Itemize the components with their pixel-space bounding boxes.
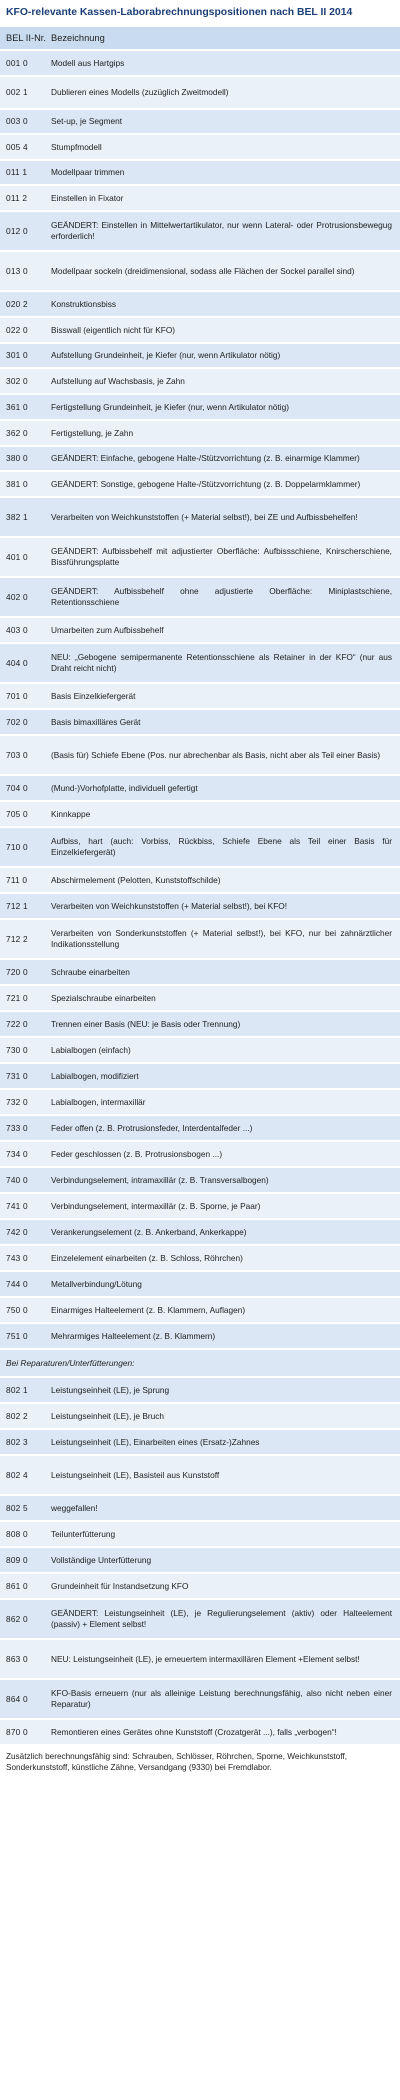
bel-code: 809 0 — [6, 1554, 28, 1565]
position-description: Modell aus Hartgips — [51, 57, 125, 68]
position-description: Einstellen in Fixator — [51, 192, 124, 203]
position-description: Einarmiges Halteelement (z. B. Klammern, Auflagen) — [51, 1304, 246, 1315]
bel-code: 870 0 — [6, 1726, 28, 1737]
column-header-code: BEL II-Nr. — [6, 33, 46, 43]
position-description: GEÄNDERT: Leistungseinheit (LE), je Regulierungselement (aktiv) oder Halteelement (passiv) + Element selbst! — [51, 1608, 392, 1629]
table-row — [0, 682, 400, 708]
table-row — [0, 342, 400, 367]
position-description: Leistungseinheit (LE), Basisteil aus Kunststoff — [51, 1469, 220, 1480]
bel-code: 020 2 — [6, 298, 28, 309]
table-row — [0, 536, 400, 576]
bel-code: 704 0 — [6, 782, 28, 793]
bel-code: 302 0 — [6, 375, 28, 386]
position-description: Fertigstellung Grundeinheit, je Kiefer (nur, wenn Artikulator nötig) — [51, 401, 289, 412]
bel-code: 802 3 — [6, 1436, 28, 1447]
position-description: Set-up, je Segment — [51, 116, 123, 126]
table-row — [0, 576, 400, 616]
table-row — [0, 800, 400, 826]
bel-code: 720 0 — [6, 966, 28, 977]
bel-code: 750 0 — [6, 1304, 28, 1315]
position-description: NEU: „Gebogene semipermanente Retentionsschiene als Retainer in der KFO“ (nur aus Draht reicht nicht) — [51, 652, 392, 673]
table-row — [0, 75, 400, 108]
position-description: Leistungseinheit (LE), Einarbeiten eines (Ersatz-)Zahnes — [51, 1436, 260, 1447]
table-row — [0, 866, 400, 892]
bel-code: 011 2 — [6, 192, 28, 203]
table-row — [0, 1296, 400, 1322]
position-description: Dublieren eines Modells (zuzüglich Zweitmodell) — [51, 87, 229, 97]
position-description: Bisswall (eigentlich nicht für KFO) — [51, 324, 176, 335]
bel-code: 863 0 — [6, 1653, 28, 1664]
position-description: Modellpaar sockeln (dreidimensional, sodass alle Flächen der Sockel parallel sind) — [51, 265, 355, 276]
table-row — [0, 159, 400, 184]
table-row — [0, 1244, 400, 1270]
table-row — [0, 250, 400, 290]
position-description: Stumpfmodell — [51, 141, 102, 152]
table-row — [0, 1192, 400, 1218]
table-row — [0, 445, 400, 470]
position-description: Metallverbindung/Lötung — [51, 1278, 142, 1289]
table-row — [0, 1454, 400, 1494]
position-description: Aufstellung auf Wachsbasis, je Zahn — [51, 375, 185, 386]
table-row — [0, 1036, 400, 1062]
position-description: Labialbogen, modifiziert — [51, 1070, 139, 1081]
position-description: Verbindungselement, intermaxillär (z. B. Sporne, je Paar) — [51, 1200, 261, 1211]
position-description: GEÄNDERT: Sonstige, gebogene Halte-/Stützvorrichtung (z. B. Doppelarmklammer) — [51, 478, 361, 489]
table-row — [0, 496, 400, 536]
table-row — [0, 774, 400, 800]
table-row — [0, 1428, 400, 1454]
position-description: Aufstellung Grundeinheit, je Kiefer (nur, wenn Artikulator nötig) — [51, 350, 281, 360]
position-description: Remontieren eines Gerätes ohne Kunststoff (Crozatgerät ...), falls „verbogen“! — [51, 1726, 337, 1737]
position-description: Mehrarmiges Halteelement (z. B. Klammern) — [51, 1330, 216, 1341]
table-row — [0, 1718, 400, 1744]
bel-code: 808 0 — [6, 1528, 28, 1539]
bel-code: 742 0 — [6, 1226, 28, 1237]
section-label-repairs: Bei Reparaturen/Unterfütterungen: — [0, 1348, 400, 1376]
table-row — [0, 918, 400, 958]
bel-code: 711 0 — [6, 874, 28, 885]
position-description: Feder geschlossen (z. B. Protrusionsbogen ...) — [51, 1148, 223, 1159]
position-description: Basis Einzelkiefergerät — [51, 690, 136, 701]
bel-code: 864 0 — [6, 1693, 28, 1704]
table-row — [0, 367, 400, 393]
bel-code: 361 0 — [6, 401, 28, 412]
table-row — [0, 984, 400, 1010]
bel-code: 802 1 — [6, 1384, 28, 1395]
bel-code: 731 0 — [6, 1070, 28, 1081]
bel-code: 705 0 — [6, 808, 28, 819]
position-description: GEÄNDERT: Einfache, gebogene Halte-/Stützvorrichtung (z. B. einarmige Klammer) — [51, 453, 360, 463]
bel-code: 702 0 — [6, 716, 28, 727]
bel-code: 012 0 — [6, 225, 28, 236]
bel-code: 732 0 — [6, 1096, 28, 1107]
bel-code: 712 1 — [6, 900, 28, 911]
footnote: Zusätzlich berechnungsfähig sind: Schrauben, Schlösser, Röhrchen, Sporne, Weichkunststoff, Sonderkunststoff, künstliche Zähne, Versandgang (9330) bei Fremdlabor. — [0, 1744, 400, 1773]
position-description: Modellpaar trimmen — [51, 167, 125, 177]
table-row — [0, 1270, 400, 1296]
bel-code: 743 0 — [6, 1252, 28, 1263]
position-description: Feder offen (z. B. Protrusionsfeder, Interdentalfeder ...) — [51, 1122, 253, 1133]
table-row — [0, 1402, 400, 1428]
bel-code: 741 0 — [6, 1200, 28, 1211]
position-description: NEU: Leistungseinheit (LE), je erneuertem intermaxillären Element +Element selbst! — [51, 1653, 360, 1664]
table-body-repairs — [0, 1376, 400, 1744]
table-row — [0, 958, 400, 984]
table-row — [0, 1062, 400, 1088]
bel-code: 403 0 — [6, 624, 28, 635]
table-row — [0, 184, 400, 210]
bel-code: 022 0 — [6, 324, 28, 335]
bel-code: 380 0 — [6, 453, 28, 463]
table-header — [0, 26, 400, 49]
table-row — [0, 210, 400, 250]
position-description: (Mund-)Vorhofplatte, individuell gefertigt — [51, 782, 198, 793]
table-row — [0, 1140, 400, 1166]
table-row — [0, 1088, 400, 1114]
table-row — [0, 1678, 400, 1718]
table-row — [0, 1572, 400, 1598]
table-row — [0, 1520, 400, 1546]
table-row — [0, 419, 400, 445]
table-row — [0, 316, 400, 342]
table-row — [0, 133, 400, 159]
table-row — [0, 892, 400, 918]
table-row — [0, 1218, 400, 1244]
position-description: Verarbeiten von Sonderkunststoffen (+ Material selbst!), bei KFO, nur bei zahnärztlicher Indikationsstellung — [51, 928, 392, 949]
bel-code: 005 4 — [6, 141, 28, 152]
bel-code: 740 0 — [6, 1174, 28, 1185]
position-description: Verarbeiten von Weichkunststoffen (+ Material selbst!), bei ZE und Aufbissbehelfen! — [51, 511, 358, 522]
bel-code: 003 0 — [6, 116, 28, 126]
position-description: Verankerungselement (z. B. Ankerband, Ankerkappe) — [51, 1226, 247, 1237]
table-row — [0, 708, 400, 734]
table-row — [0, 1114, 400, 1140]
table-body-main — [0, 49, 400, 1348]
position-description: weggefallen! — [51, 1502, 98, 1513]
position-description: KFO-Basis erneuern (nur als alleinige Leistung berechnungsfähig, also nicht neben einer Reparatur) — [51, 1688, 392, 1709]
position-description: Einzelelement einarbeiten (z. B. Schloss, Röhrchen) — [51, 1252, 243, 1263]
bel-code: 381 0 — [6, 478, 28, 489]
bel-code: 733 0 — [6, 1122, 28, 1133]
table-row — [0, 1010, 400, 1036]
bel-code: 404 0 — [6, 657, 28, 668]
table-row — [0, 1598, 400, 1638]
bel-code: 722 0 — [6, 1018, 28, 1029]
bel-code: 002 1 — [6, 87, 28, 97]
bel-code: 862 0 — [6, 1613, 28, 1624]
position-description: Vollständige Unterfütterung — [51, 1554, 152, 1565]
position-description: Labialbogen, intermaxillär — [51, 1096, 146, 1107]
bel-code: 751 0 — [6, 1330, 28, 1341]
table-row — [0, 108, 400, 133]
position-description: GEÄNDERT: Einstellen in Mittelwertartikulator, nur wenn Lateral- oder Protrusionsbewegug erforderlich! — [51, 220, 392, 241]
table-row — [0, 1546, 400, 1572]
table-row — [0, 734, 400, 774]
bel-code: 710 0 — [6, 841, 28, 852]
bel-code: 802 4 — [6, 1469, 28, 1480]
table-row — [0, 1638, 400, 1678]
bel-code: 402 0 — [6, 591, 28, 602]
position-description: Leistungseinheit (LE), je Sprung — [51, 1384, 170, 1395]
table-row — [0, 1376, 400, 1402]
position-description: Spezialschraube einarbeiten — [51, 992, 156, 1003]
position-description: Labialbogen (einfach) — [51, 1044, 131, 1055]
position-description: Trennen einer Basis (NEU: je Basis oder Trennung) — [51, 1018, 241, 1029]
position-description: Leistungseinheit (LE), je Bruch — [51, 1410, 164, 1421]
bel-code: 701 0 — [6, 690, 28, 701]
bel-code: 802 2 — [6, 1410, 28, 1421]
position-description: (Basis für) Schiefe Ebene (Pos. nur abrechenbar als Basis, nicht aber als Teil einer Basis) — [51, 749, 381, 760]
position-description: Teilunterfütterung — [51, 1528, 116, 1539]
table-row — [0, 290, 400, 316]
bel-code: 802 5 — [6, 1502, 28, 1513]
position-description: Schraube einarbeiten — [51, 966, 130, 977]
bel-code: 734 0 — [6, 1148, 28, 1159]
position-description: GEÄNDERT: Aufbissbehelf ohne adjustierte Oberfläche: Miniplastschiene, Retentionsschiene — [51, 586, 392, 607]
bel-code: 744 0 — [6, 1278, 28, 1289]
table-title: KFO-relevante Kassen-Laborabrechnungspositionen nach BEL II 2014 — [0, 0, 400, 26]
table-row — [0, 49, 400, 75]
bel-code: 721 0 — [6, 992, 28, 1003]
position-description: Basis bimaxilläres Gerät — [51, 716, 141, 727]
bel-code: 362 0 — [6, 427, 28, 438]
bel-code: 861 0 — [6, 1580, 28, 1591]
table-row — [0, 826, 400, 866]
position-description: Verarbeiten von Weichkunststoffen (+ Material selbst!), bei KFO! — [51, 900, 288, 911]
bel-code: 013 0 — [6, 265, 28, 276]
column-header-description: Bezeichnung — [51, 33, 105, 43]
table-row — [0, 616, 400, 642]
position-description: Grundeinheit für Instandsetzung KFO — [51, 1580, 189, 1591]
bel-code: 712 2 — [6, 933, 28, 944]
position-description: Konstruktionsbiss — [51, 298, 117, 309]
position-description: Umarbeiten zum Aufbissbehelf — [51, 624, 164, 635]
position-description: Aufbiss, hart (auch: Vorbiss, Rückbiss, Schiefe Ebene als Teil einer Basis für Einzelkiefergerät) — [51, 836, 392, 857]
table-row — [0, 470, 400, 496]
position-description: Kinnkappe — [51, 808, 91, 819]
table-row — [0, 393, 400, 419]
position-description: GEÄNDERT: Aufbissbehelf mit adjustierter Oberfläche: Aufbissschiene, Knirscherschiene, Bissführungsplatte — [51, 546, 392, 567]
bel-code: 001 0 — [6, 57, 28, 68]
table-row — [0, 642, 400, 682]
bel-code: 382 1 — [6, 511, 28, 522]
bel-code: 301 0 — [6, 350, 28, 360]
position-description: Verbindungselement, intramaxillär (z. B. Transversalbogen) — [51, 1174, 269, 1185]
bel-code: 730 0 — [6, 1044, 28, 1055]
position-description: Abschirmelement (Pelotten, Kunststoffschilde) — [51, 874, 221, 885]
bel-code: 401 0 — [6, 551, 28, 562]
table-row — [0, 1494, 400, 1520]
bel-code: 011 1 — [6, 167, 28, 177]
position-description: Fertigstellung, je Zahn — [51, 427, 134, 438]
table-row — [0, 1166, 400, 1192]
table-row — [0, 1322, 400, 1348]
bel-code: 703 0 — [6, 749, 28, 760]
